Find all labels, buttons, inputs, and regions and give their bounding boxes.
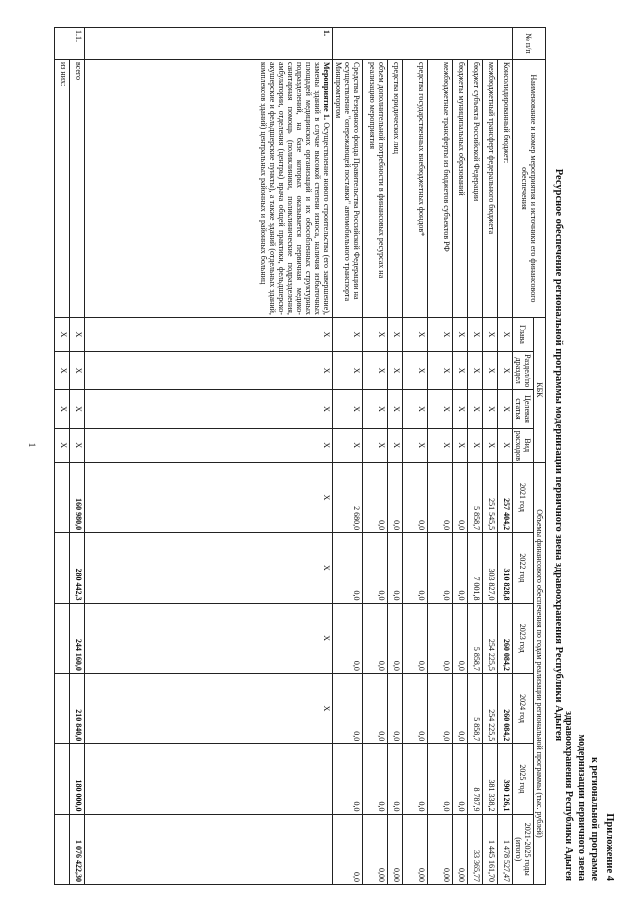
sub-num: 1.1. — [55, 28, 85, 60]
table-row: средства государственных внебюджетных фондов* X X X X 0,0 0,0 0,0 0,0 0,0 0,00 — [403, 28, 428, 885]
table-row: Средства Резервного фонда Правительства Российской Федерации на осуществление "опережающей поставки" автомобильного транспорта Минпромторгом X X X X 2 680,0 0,0 0,0 0,0 0,0 0,0 — [333, 28, 363, 885]
kbk-header: КБК — [534, 317, 546, 462]
volumes-header: Объемы финансового обеспечения по годам реализации региональной программы (тыс. рублей) — [534, 462, 546, 884]
document-heading — [562, 711, 616, 881]
table-row: бюджет субъекта Российской Федерации X X X X 5 858,7 7 001,8 5 858,7 5 858,7 8 787,9 33 365,77 — [468, 28, 483, 885]
row-name: всего — [70, 59, 85, 317]
heading-line-3: здравоохранения Республики Адыгея — [563, 711, 574, 881]
col-total-header: 2021-2025 годы (итого) — [513, 814, 534, 884]
page-number: 1 — [27, 442, 37, 448]
table-row: объем дополнительной потребности в финансовых ресурсах на реализацию мероприятия X X X X 0,0 0,0 0,0 0,0 0,0 0,00 — [363, 28, 388, 885]
col-2022-header: 2022 год — [513, 533, 534, 603]
rotated-page — [0, 15, 620, 895]
table-row: межбюджетный трансферт федерального бюджета X X X X 251 545,5 303 827,0 254 225,5 254 225,5 381 338,2 1 445 161,70 — [483, 28, 498, 885]
table-row: бюджеты муниципальных образований X X X X 0,0 0,0 0,0 0,0 0,0 0,00 — [453, 28, 468, 885]
row-name: бюджет субъекта Российской Федерации — [468, 59, 483, 317]
table-row: 1.1. всего X X X X 160 980,0 280 442,3 244 160,0 210 840,0 180 000,0 1 076 422,30 — [70, 28, 85, 885]
measure-row: 1. Мероприятие 1. Осуществление нового строительства (его завершение), замены зданий в случае высокой степени износа, наличия избыточных площадей медицинских организаций и их обособленных структурных подразделений, на базе которых оказывается первичная медико-санитарная помощь (поликлиники, поликлинические подразделения, амбулатории, отделения (центры) врача общей практики, фельдшерско-акушерские и фельдшерские пункты), а также зданий (отдельных зданий, комплексов зданий) центральных районных и районных больниц X X X X X X X X — [85, 28, 333, 885]
table-row: Консолидированный бюджет: X X X X 257 404,2 310 828,8 260 084,2 260 084,2 390 126,1 1 478 527,47 — [498, 28, 513, 885]
col-2024-header: 2024 год — [513, 673, 534, 743]
row-name: Средства Резервного фонда Правительства Российской Федерации на осуществление "опережающей поставки" автомобильного транспорта Минпромторгом — [333, 59, 363, 317]
col-2021-header: 2021 год — [513, 462, 534, 532]
row-name: средства юридических лиц — [388, 59, 403, 317]
col-glava-header: Глава — [513, 317, 534, 351]
col-razdel-header: Раздел/по драздел — [513, 352, 534, 390]
measure-name: Мероприятие 1. Осуществление нового строительства (его завершение), замены зданий в случае высокой степени износа, наличия избыточных площадей медицинских организаций и их обособленных структурных подразделений, на базе которых оказывается первичная медико-санитарная помощь (поликлиники, поликлинические подразделения, амбулатории, отделения (центры) врача общей практики, фельдшерско-акушерские и фельдшерские пункты), а также зданий (отдельных зданий, комплексов зданий) центральных районных и районных больниц — [85, 59, 333, 317]
row-name: межбюджетный трансферт федерального бюджета — [483, 59, 498, 317]
appendix-label: Приложение 4 — [604, 813, 615, 881]
col-2025-header: 2025 год — [513, 744, 534, 814]
measure-num: 1. — [85, 28, 333, 60]
document-title: Ресурсное обеспечение региональной программы модернизации первичного звена здравоохранения Республики Адыгея — [553, 168, 564, 742]
resource-table — [54, 27, 546, 885]
col-2023-header: 2023 год — [513, 603, 534, 673]
table-row: из них: X X X X — [55, 28, 70, 885]
col-num-header: № п/п — [513, 28, 546, 60]
table-row: средства юридических лиц X X X X 0,0 0,0 0,0 0,0 0,0 0,00 — [388, 28, 403, 885]
heading-line-1: к региональной программе — [589, 757, 600, 881]
row-name: средства государственных внебюджетных фондов* — [403, 59, 428, 317]
row-name: из них: — [55, 59, 70, 317]
row-name: бюджеты муниципальных образований — [453, 59, 468, 317]
col-vid-header: Вид расходов — [513, 428, 534, 462]
heading-line-2: модернизации первичного звена — [576, 734, 587, 881]
col-name-header: Наименование и номер мероприятия и источники его финансового обеспечения — [513, 59, 546, 317]
row-name: Консолидированный бюджет: — [498, 59, 513, 317]
table-row: межбюджетные трансферты из бюджетов субъектов РФ X X X X 0,0 0,0 0,0 0,0 0,0 0,00 — [428, 28, 453, 885]
row-name: объем дополнительной потребности в финансовых ресурсах на реализацию мероприятия — [363, 59, 388, 317]
col-cel-header: Целевая статья — [513, 390, 534, 428]
row-name: межбюджетные трансферты из бюджетов субъектов РФ — [428, 59, 453, 317]
